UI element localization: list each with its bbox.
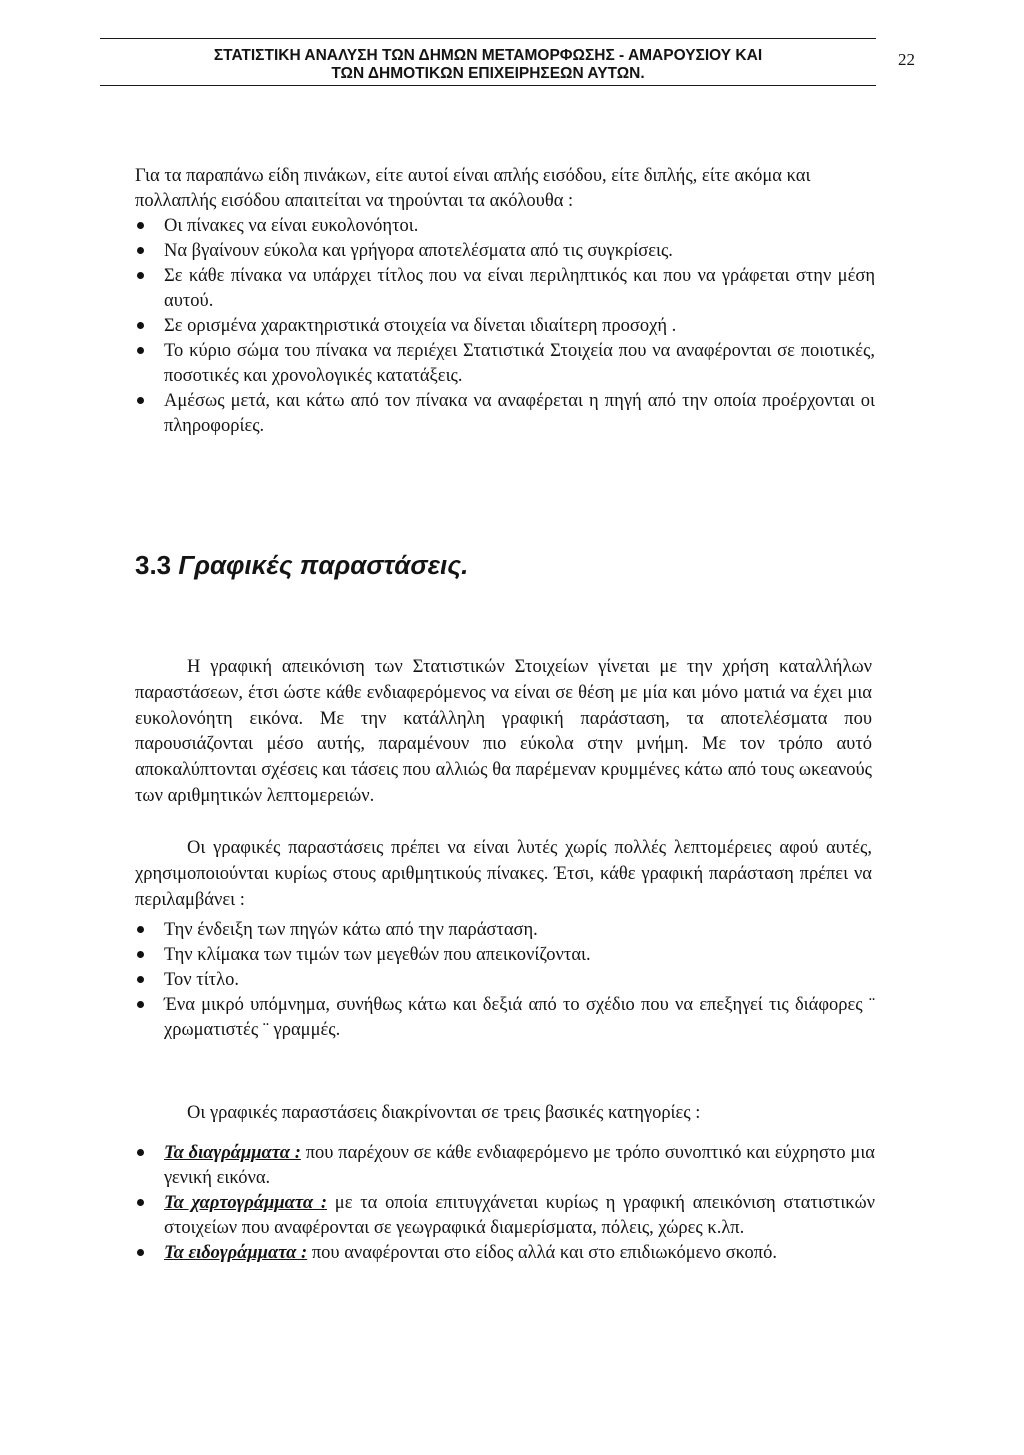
bullet-icon [137, 272, 144, 279]
list-item-text: Το κύριο σώμα του πίνακα να περιέχει Στατιστικά Στοιχεία που να αναφέρονται σε ποιοτικές, ποσοτικές και χρονολογικές κατατάξεις. [164, 341, 875, 386]
paragraph-text: Η γραφική απεικόνιση των Στατιστικών Στοιχείων γίνεται με την χρήση καταλλήλων παραστάσεων, έτσι ώστε κάθε ενδιαφερόμενος να είναι σε θέση με μία και μόνο ματιά να έχει μια ευκολονόητη εικόνα. Με την κατάλληλη γραφική παράσταση, τα αποτελέσματα που παρουσιάζονται μέσο αυτής, παραμένουν πιο εύκολα στην μνήμη. Με τον τρόπο αυτό αποκαλύπτονται σχέσεις και τάσεις που αλλιώς θα παρέμεναν κρυμμένες κάτω από τους ωκεανούς των αριθμητικών λεπτομερειών. [135, 657, 872, 806]
paragraph-graphic-representation [135, 655, 872, 810]
list-item [135, 968, 875, 993]
bullet-icon [137, 347, 144, 354]
table-rules-list [135, 214, 875, 439]
list-item [135, 214, 875, 239]
running-header [100, 38, 876, 86]
list-item [135, 239, 875, 264]
bullet-icon [137, 397, 144, 404]
list-item [135, 1241, 875, 1266]
category-description: με τα οποία επιτυγχάνεται κυρίως η γραφική απεικόνιση στατιστικών στοιχείων που αναφέρονται σε γεωγραφικά διαμερίσματα, πόλεις, χώρες κ.λπ. [164, 1193, 875, 1238]
section-title: Γραφικές παραστάσεις. [178, 550, 469, 580]
list-item-text: Οι πίνακες να είναι ευκολονόητοι. [164, 216, 419, 236]
list-item [135, 389, 875, 439]
list-item-text: Να βγαίνουν εύκολα και γρήγορα αποτελέσματα από τις συγκρίσεις. [164, 241, 673, 261]
header-title-line-2: ΤΩΝ ΔΗΜΟΤΙΚΩΝ ΕΠΙΧΕΙΡΗΣΕΩΝ ΑΥΤΩΝ. [331, 65, 645, 82]
category-term: Τα ειδογράμματα : [164, 1243, 308, 1263]
header-title-line-1: ΣΤΑΤΙΣΤΙΚΗ ΑΝΑΛΥΣΗ ΤΩΝ ΔΗΜΩΝ ΜΕΤΑΜΟΡΦΩΣΗΣ - ΑΜΑΡΟΥΣΙΟΥ ΚΑΙ [213, 47, 763, 64]
list-item [135, 314, 875, 339]
list-item-text: Ένα μικρό υπόμνημα, συνήθως κάτω και δεξιά από το σχέδιο που να επεξηγεί τις διάφορες ¨ χρωματιστές ¨ γραμμές. [164, 995, 875, 1040]
paragraph-text: Οι γραφικές παραστάσεις διακρίνονται σε τρεις βασικές κατηγορίες : [187, 1103, 701, 1123]
bullet-icon [137, 951, 144, 958]
bullet-icon [137, 1149, 144, 1156]
section-heading [135, 549, 468, 581]
category-term: Τα χαρτογράμματα : [164, 1193, 328, 1213]
bullet-icon [137, 222, 144, 229]
bullet-icon [137, 247, 144, 254]
list-item-text: Αμέσως μετά, και κάτω από τον πίνακα να αναφέρεται η πηγή από την οποία προέρχονται οι πληροφορίες. [164, 391, 875, 436]
list-item [135, 1141, 875, 1191]
bullet-icon [137, 1199, 144, 1206]
list-item [135, 264, 875, 314]
list-item [135, 918, 875, 943]
section-number: 3.3 [135, 550, 172, 580]
list-item [135, 943, 875, 968]
list-item [135, 339, 875, 389]
bullet-icon [137, 1001, 144, 1008]
categories-list [135, 1141, 875, 1266]
list-item-text: Τον τίτλο. [164, 970, 239, 990]
list-item-text: Σε ορισμένα χαρακτηριστικά στοιχεία να δίνεται ιδιαίτερη προσοχή . [164, 316, 677, 336]
category-term: Τα διαγράμματα : [164, 1143, 301, 1163]
graph-rules-list [135, 918, 875, 1043]
bullet-icon [137, 322, 144, 329]
bullet-icon [137, 976, 144, 983]
intro-paragraph: Για τα παραπάνω είδη πινάκων, είτε αυτοί είναι απλής εισόδου, είτε διπλής, είτε ακόμα και πολλαπλής εισόδου απαιτείται να τηρούνται τα ακόλουθα : [135, 166, 811, 211]
category-description: που παρέχουν σε κάθε ενδιαφερόμενο με τρόπο συνοπτικό και εύχρηστο μια γενική εικόνα. [164, 1143, 875, 1188]
bullet-icon [137, 1249, 144, 1256]
category-description: που αναφέρονται στο είδος αλλά και στο επιδιωκόμενο σκοπό. [307, 1243, 777, 1263]
list-item-text: Την ένδειξη των πηγών κάτω από την παράσταση. [164, 920, 538, 940]
page-number: 22 [898, 50, 915, 69]
paragraph-graph-requirements [135, 836, 872, 913]
paragraph-text: Οι γραφικές παραστάσεις πρέπει να είναι λυτές χωρίς πολλές λεπτομέρειες αφού αυτές, χρησιμοποιούνται κυρίως στους αριθμητικούς πίνακες. Έτσι, κάθε γραφική παράσταση πρέπει να περιλαμβάνει : [135, 838, 872, 910]
bullet-icon [137, 926, 144, 933]
list-item [135, 993, 875, 1043]
list-item-text: Σε κάθε πίνακα να υπάρχει τίτλος που να είναι περιληπτικός και που να γράφεται στην μέση αυτού. [164, 266, 875, 311]
list-item [135, 1191, 875, 1241]
paragraph-categories-intro [135, 1101, 872, 1127]
list-item-text: Την κλίμακα των τιμών των μεγεθών που απεικονίζονται. [164, 945, 591, 965]
